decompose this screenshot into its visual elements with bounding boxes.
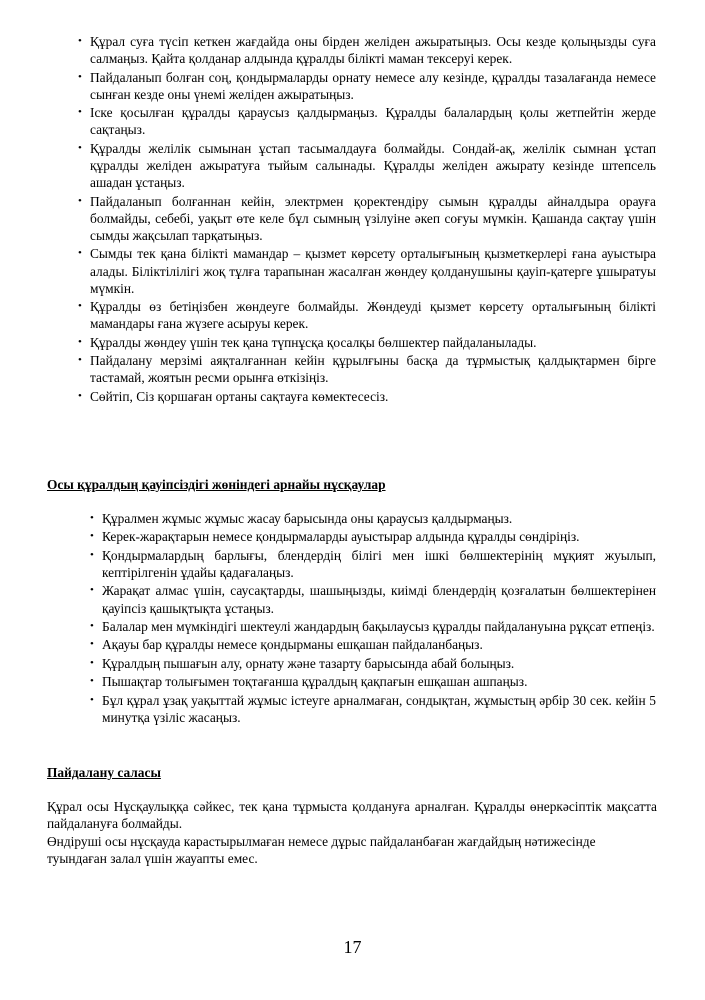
bullet-icon: •	[78, 141, 82, 154]
bullet-icon: •	[90, 548, 94, 561]
page-number: 17	[343, 937, 362, 957]
list-item: • Пышақтар толығымен тоқтағанша құралдың қақпағын ешқашан ашпаңыз.	[90, 674, 528, 690]
list-item: • Құрал суға түсіп кеткен жағдайда оны бірден желіден ажыратыңыз. Осы кезде қолыңызды суға салмаңыз. Қайта қолданар алдында құралды білікті маман тексеруі керек.	[78, 34, 656, 67]
list-item: • Қондырмалардың барлығы, блендердің білігі мен ішкі бөлшектерінің мұқият жуылып, кептірілгенін ұдайы қадағалаңыз.	[90, 547, 656, 580]
bullet-icon: •	[90, 693, 94, 706]
list-item: • Сөйтіп, Сіз қоршаған ортаны сақтауға көмектесесіз.	[78, 388, 389, 404]
list-item: • Балалар мен мүмкіндігі шектеулі жандардың бақылаусыз құралды пайдалануына рұқсат етпеңіз.	[90, 618, 655, 634]
special-instructions-list	[90, 510, 656, 727]
list-item: • Жарақат алмас үшін, саусақтарды, шашыңызды, киімді блендердің қозғалатын бөлшектерінен қауіпсіз қашықтықта ұстаңыз.	[90, 583, 656, 616]
bullet-icon: •	[90, 530, 94, 543]
bullet-icon: •	[90, 512, 94, 524]
list-item: • Құралды желілік сымынан ұстап тасымалдауға болмайды. Сондай-ақ, желілік сымнан ұстап құралды желіден ажыратуға тыйым салынады. Құралды желіден ажырату кезінде штепсель ашадан ұстаңыз.	[78, 140, 656, 191]
list-item: • Бұл құрал ұзақ уақыттай жұмыс істеуге арналмаған, сондықтан, жұмыстың әрбір 30 сек. кейін 5 минутқа үзіліс жасаңыз.	[90, 692, 656, 725]
list-item: • Пайдаланып болған соң, қондырмаларды орнату немесе алу кезінде, құралды тазалағанда немесе сынған кезде оны үнемі желіден ажыратыңыз.	[78, 69, 656, 102]
bullet-icon: •	[78, 247, 82, 260]
bullet-icon: •	[78, 354, 82, 367]
bullet-icon: •	[90, 675, 94, 688]
bullet-icon: •	[78, 106, 82, 119]
list-item: • Керек-жарақтарын немесе қондырмаларды ауыстырар алдында құралды сөндіріңіз.	[90, 529, 580, 545]
usage-area-heading: Пайдалану саласы	[47, 765, 161, 780]
bullet-icon: •	[90, 584, 94, 597]
bullet-icon: •	[78, 300, 82, 313]
list-item: • Іске қосылған құралды қараусыз қалдырмаңыз. Құралды балалардың қолы жетпейтін жерде сақтаңыз.	[78, 105, 656, 138]
list-item: • Пайдаланып болғаннан кейін, электрмен қоректендіру сымын құралды айналдыра орауға болмайды, себебі, уақыт өте келе бұл сымның үзілуіне әкеп соғуы мүмкін. Қашанда сақтау үшін сымды жақсылап тарқатыңыз.	[78, 193, 656, 243]
list-item: • Сымды тек қана білікті мамандар – қызмет көрсету орталығының қызметкерлері ғана ауыстыра алады. Біліктілілігі жоқ тұлға тарапынан жасалған жөндеу қолданушыны қауіп-қатерге ұшыратуы мүмкін.	[78, 246, 656, 296]
bullet-icon: •	[90, 619, 94, 632]
bullet-icon: •	[78, 335, 82, 348]
bullet-icon: •	[90, 656, 94, 669]
list-item: • Құралды жөндеу үшін тек қана түпнұсқа қосалқы бөлшектер пайдаланылады.	[78, 334, 537, 350]
safety-list	[78, 33, 656, 406]
list-item: • Құралды өз бетіңізбен жөндеуге болмайды. Жөндеуді қызмет көрсету орталығының білікті мамандары ғана жүзеге асыруы керек.	[78, 299, 656, 332]
list-item: • Ақауы бар құралды немесе қондырманы ешқашан пайдаланбаңыз.	[90, 637, 483, 653]
bullet-icon: •	[78, 389, 82, 402]
bullet-icon: •	[78, 194, 82, 207]
list-item: • Пайдалану мерзімі аяқталғаннан кейін құрылғыны басқа да тұрмыстық қалдықтармен бірге тастамай, жоятын ресми орынға өткізіңіз.	[78, 353, 656, 386]
bullet-icon: •	[78, 35, 82, 47]
list-item: • Құралмен жұмыс жұмыс жасау барысында оны қараусыз қалдырмаңыз.	[90, 511, 513, 526]
bullet-icon: •	[90, 638, 94, 651]
list-item: • Құралдың пышағын алу, орнату және тазарту барысында абай болыңыз.	[90, 655, 515, 671]
bullet-icon: •	[78, 70, 82, 83]
usage-paragraph: Құрал осы Нұсқаулыққа сәйкес, тек қана тұрмыста қолдануға арналған. Құралды өнеркәсіптік мақсатта пайдалануға болмайды.	[47, 799, 657, 832]
liability-paragraph: Өндіруші осы нұсқауда карастырылмаған немесе дұрыс пайдаланбаған жағдайдың нәтижесінде туындаған залал үшін жауапты емес.	[47, 834, 596, 867]
special-instructions-heading: Осы құралдың қауіпсіздігі жөніндегі арнайы нұсқаулар	[47, 477, 386, 492]
